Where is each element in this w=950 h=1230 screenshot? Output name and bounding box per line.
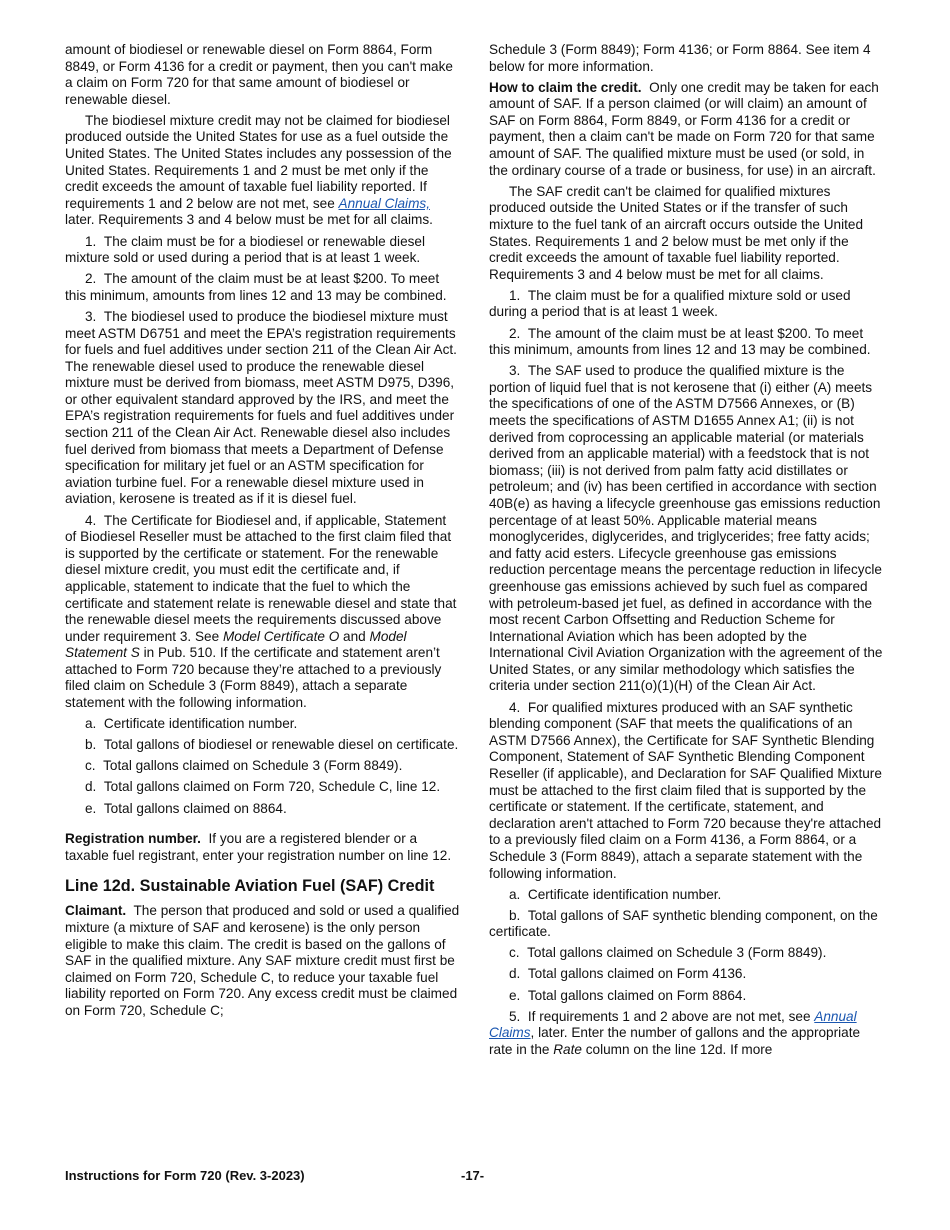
text: 4. The Certificate for Biodiesel and, if applicable, Statement of Biodiesel Reseller must be attached to the first claim filed that is supported by the certificate or statement. For the renewable diesel mixture credit, you must edit the certificate and, if applicable, statement to indicate that the fuel to which the certificate and statement relate is renewable diesel and state that the renewable diesel meets the requirements discussed above under requirement 3. See [65,512,457,644]
page-number: -17- [461,1168,485,1183]
list-item: c. Total gallons claimed on Schedule 3 (Form 8849). [85,758,403,774]
left-column [65,42,460,1024]
claimant-paragraph [65,903,460,1019]
list-item: c. Total gallons claimed on Schedule 3 (Form 8849). [509,945,827,961]
paragraph: amount of biodiesel or renewable diesel on Form 8864, Form 8849, or Form 4136 for a credit or payment, then you can't make a claim on Form 720 for that same amount of biodiesel or renewable diesel. [65,42,453,107]
list-item: a. Certificate identification number. [85,716,298,732]
requirement-4 [65,513,460,712]
paragraph-lead: Claimant. [65,903,127,919]
text: Model Certificate O [222,628,340,644]
text: Only one credit may be taken for each amount of SAF. If a person claimed (or will claim) an amount of SAF on Form 8864, Form 8849, or Form 4136 for a credit or payment, then a claim can't be made on Form 720 for that same amount of SAF. The qualified mixture must be used (or sold, in the ordinary course of a trade or business, for use) in an aircraft. [489,79,879,178]
list-item: b. Total gallons of biodiesel or renewable diesel on certificate. [85,737,459,753]
paragraph [65,113,460,229]
list-item: b. Total gallons of SAF synthetic blending component, on the certificate. [489,907,878,940]
section-heading: Line 12d. Sustainable Aviation Fuel (SAF) Credit [65,877,435,896]
requirement-2: 2. The amount of the claim must be at least $200. To meet this minimum, amounts from lines 12 and 13 may be combined. [489,325,871,358]
text: column on the line 12d. If more [581,1041,773,1057]
text: Model Statement S [65,628,407,661]
list-item: e. Total gallons claimed on 8864. [85,800,287,816]
requirement-5 [489,1009,885,1059]
requirement-1: 1. The claim must be for a biodiesel or renewable diesel mixture sold or used during a period that is at least 1 week. [65,233,426,266]
annual-claims-link[interactable]: Annual Claims [489,1008,857,1041]
paragraph-lead: Registration number. [65,831,201,847]
requirement-3: 3. The biodiesel used to produce the biodiesel mixture must meet ASTM D6751 and meet the EPA’s registration requirements for fuels and fuel additives under section 211 of the Clean Air Act. The renewable diesel used to produce the renewable diesel mixture must be derived from biomass, meet ASTM D975, D396, or other equivalent standard approved by the IRS, and meet the EPA’s registration requirements for fuels and fuel additives under section 211 of the Clean Air Act. Renewable diesel also includes fuel derived from biomass that meets a Department of Defense specification for military jet fuel or an ASTM specification for aviation turbine fuel. For a renewable diesel mixture used in aviation, kerosene is treated as if it is diesel fuel. [65,308,457,507]
requirement-2: 2. The amount of the claim must be at least $200. To meet this minimum, amounts from lines 12 and 13 may be combined. [65,271,447,303]
paragraph: Schedule 3 (Form 8849); Form 4136; or Form 8864. See item 4 below for more information. [489,42,871,74]
list-item: d. Total gallons claimed on Form 4136. [509,966,747,982]
text: , later. Enter the number of gallons and the appropriate rate in the [489,1025,861,1057]
text: If you are a registered blender or a taxable fuel registrant, enter your registration number on line 12. [65,831,452,863]
requirement-3: 3. The SAF used to produce the qualified mixture is the portion of liquid fuel that is not kerosene that (i) either (A) meets the specifications of one of the ASTM D7566 Annexes, or (B) meets the specifications of ASTM D1655 Annex A1; (ii) is not derived from coprocessing an applicable material (or materials derived from an applicable material) with a feedstock that is not biomass; (iii) is not derived from palm fatty acid distillates or petroleum; and (iv) has been certified in accordance with section 40B(e) as having a lifecycle greenhouse gas emissions reduction percentage of at least 50%. Applicable material means monoglycerides, diglycerides, and triglycerides; free fatty acids; and fatty acid esters. Lifecycle greenhouse gas emissions reduction percentage means the percentage reduction in lifecycle greenhouse gas emissions achieved by such fuel as compared with petroleum-based jet fuel, as defined in accordance with the most recent Carbon Offsetting and Reduction Scheme for International Aviation which has been adopted by the International Civil Aviation Organization with the agreement of the United States, or any similar methodology which satisfies the criteria under section 211(o)(1)(H) of the Clean Air Act. [489,363,883,694]
list-item: e. Total gallons claimed on Form 8864. [509,987,747,1003]
text: later. Requirements 3 and 4 below must be met for all claims. [65,212,433,228]
text: 5. If requirements 1 and 2 above are not met, see [509,1008,815,1024]
registration-number-paragraph [65,831,460,864]
how-to-claim-paragraph [489,80,885,180]
annual-claims-link[interactable]: Annual Claims, [338,195,430,211]
list-item: a. Certificate identification number. [509,886,722,902]
paragraph-lead: How to claim the credit. [489,79,642,95]
requirement-1: 1. The claim must be for a qualified mixture sold or used during a period that is at least 1 week. [489,287,851,320]
right-column [489,42,885,1063]
paragraph: The SAF credit can't be claimed for qualified mixtures produced outside the United States or if the transfer of such mixture to the fuel tank of an aircraft occurs outside the United States. Requirements 1 and 2 below must be met only if the credit exceeds the amount of taxable fuel liability reported. Requirements 3 and 4 below must be met for all claims. [489,183,864,282]
text: The biodiesel mixture credit may not be claimed for biodiesel produced outside the United States for use as a fuel outside the United States. The United States includes any possession of the United States. Requirements 1 and 2 must be met only if the credit exceeds the amount of taxable fuel liability reported. If requirements 1 and 2 below are not met, see [65,112,452,211]
text: and [339,628,370,644]
text: Rate [553,1041,582,1057]
text: The person that produced and sold or used a qualified mixture (a mixture of SAF and kerosene) is the only person eligible to make this claim. The credit is based on the gallons of SAF in the qualified mixture. Any SAF mixture credit must first be claimed on Form 720, Schedule C, to reduce your taxable fuel liability reported on Form 720. Any excess credit must be claimed on Form 720, Schedule C; [65,903,460,1018]
text: in Pub. 510. If the certificate and statement aren’t attached to Form 720 because they’re attached to a previously filed claim on Schedule 3 (Form 8849), attach a separate statement with the following information. [65,645,442,711]
requirement-4: 4. For qualified mixtures produced with an SAF synthetic blending component (SAF that meets the qualifications of an ASTM D7566 Annex), the Certificate for SAF Synthetic Blending Component, Statement of SAF Synthetic Blending Component Reseller (if applicable), and Declaration for SAF Qualified Mixture must be attached to the first claim filed that is supported by the certificate or statement. If the certificate, statement, and declaration aren't attached to Form 720 because they're attached to a previously filed claim on a Form 4136, a Form 8864, or a Schedule 3 (Form 8849), attach a separate statement with the following information. [489,699,882,881]
form-title: Instructions for Form 720 (Rev. 3-2023) [65,1168,305,1183]
list-item: d. Total gallons claimed on Form 720, Schedule C, line 12. [85,779,441,795]
